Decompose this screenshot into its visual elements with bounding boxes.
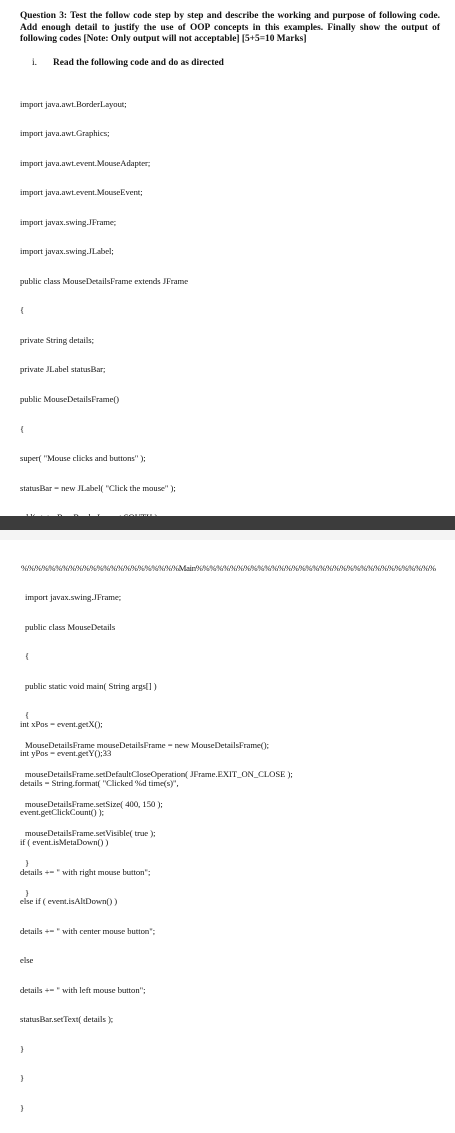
code-line: import java.awt.event.MouseEvent; — [20, 187, 143, 198]
code-line: public static void main( String args[] ) — [25, 680, 157, 691]
code-line: mouseDetailsFrame.setVisible( true ); — [25, 828, 156, 839]
code-line: mouseDetailsFrame.setDefaultCloseOperation( JFrame.EXIT_ON_CLOSE ); — [25, 769, 293, 780]
main-banner: %%%%%%%%%%%%%%%%%%%%%%%Main%%%%%%%%%%%%%%%%%%%%%%%%%%%%%%%%%%% — [21, 562, 436, 573]
code-line: event.getClickCount() ); — [20, 807, 105, 818]
code-line: public MouseDetailsFrame() — [20, 394, 120, 404]
code-line: } — [20, 1073, 25, 1084]
code-line: int xPos = event.getX(); — [20, 718, 103, 729]
sub-question-number: i. — [32, 58, 37, 68]
code-line: public class MouseDetailsFrame extends JFrame — [20, 275, 189, 286]
code-line: else — [20, 955, 34, 966]
code-line: import javax.swing.JLabel; — [20, 246, 114, 257]
code-line: import java.awt.Graphics; — [20, 128, 110, 139]
code-line: statusBar.setText( details ); — [20, 1014, 114, 1025]
code-line: if ( event.isMetaDown() ) — [20, 836, 109, 847]
code-line: details = String.format( "Clicked %d time(s)", — [20, 777, 179, 788]
code-line: details += " with center mouse button"; — [20, 925, 156, 936]
code-line: import javax.swing.JFrame; — [25, 592, 122, 603]
code-line: { — [20, 423, 25, 434]
code-line: statusBar = new JLabel( "Click the mouse" ); — [20, 482, 176, 493]
code-line: private JLabel statusBar; — [20, 364, 106, 375]
page-divider — [0, 516, 455, 530]
code-line: } — [20, 1043, 25, 1054]
code-block-main — [21, 544, 451, 918]
code-line: details += " with right mouse button"; — [20, 866, 151, 877]
code-line: import java.awt.BorderLayout; — [20, 98, 127, 109]
code-line: { — [25, 651, 30, 662]
code-line: MouseDetailsFrame mouseDetailsFrame = new MouseDetailsFrame(); — [25, 739, 269, 750]
code-line: public class MouseDetails — [25, 621, 116, 632]
question-heading: Question 3: Test the follow code step by step and describe the working and purpose of following code. Add enough detail to justify the use of OOP concepts in this examples. Finally show the output of following codes [Note: Only output will not acceptable] [5+5=10 Marks] — [20, 11, 440, 45]
code-line: super( "Mouse clicks and buttons" ); — [20, 453, 146, 464]
code-line: mouseDetailsFrame.setSize( 400, 150 ); — [25, 798, 163, 809]
sub-question-i — [32, 58, 224, 68]
code-line: else if ( event.isAltDown() ) — [20, 896, 118, 907]
code-line: { — [20, 305, 25, 316]
code-line: details += " with left mouse button"; — [20, 984, 146, 995]
code-line: import javax.swing.JFrame; — [20, 216, 117, 227]
sub-question-text: Read the following code and do as directed — [52, 58, 224, 68]
code-line: } — [25, 887, 30, 898]
page-gap — [0, 530, 455, 540]
code-line: { — [25, 710, 30, 721]
code-line: import java.awt.event.MouseAdapter; — [20, 157, 151, 168]
code-line: } — [25, 858, 30, 868]
code-line: private String details; — [20, 334, 94, 345]
code-line: int yPos = event.getY();33 — [20, 748, 112, 759]
code-line: } — [20, 1102, 25, 1113]
